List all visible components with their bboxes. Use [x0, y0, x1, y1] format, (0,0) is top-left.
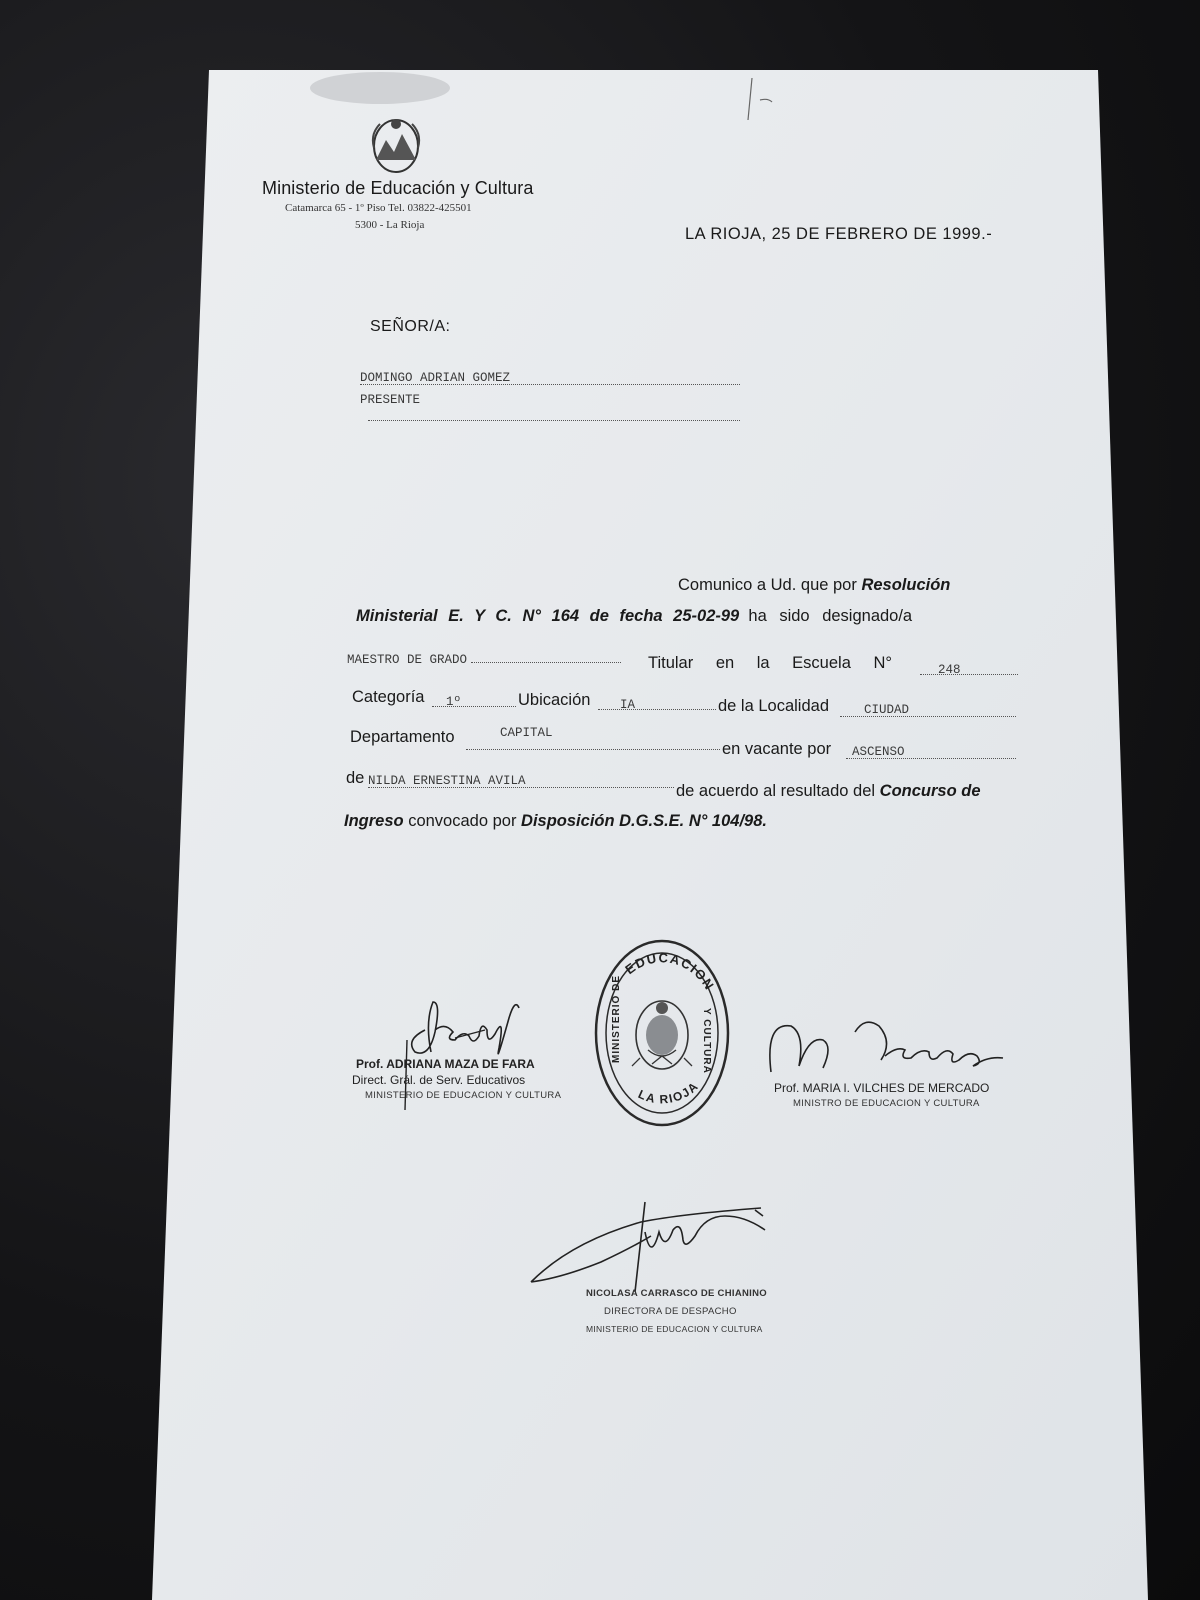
- seal-right-text: Y CULTURA: [701, 1008, 712, 1074]
- departamento-value: CAPITAL: [500, 726, 553, 740]
- bottom-signer-role: DIRECTORA DE DESPACHO: [604, 1306, 737, 1317]
- de-persona-field: [368, 771, 674, 788]
- de-persona-value: NILDA ERNESTINA AVILA: [368, 774, 526, 788]
- ubicacion-label: Ubicación: [518, 691, 591, 709]
- acuerdo-text: de acuerdo al resultado del Concurso de: [676, 782, 981, 800]
- seal-top-text: EDUCACION: [622, 950, 718, 994]
- body-intro: Comunico a Ud. que por Resolución: [678, 576, 951, 594]
- ministry-city: 5300 - La Rioja: [355, 219, 425, 231]
- de-label: de: [346, 769, 365, 787]
- localidad-label: de la Localidad: [718, 697, 830, 715]
- cargo-value: MAESTRO DE GRADO: [347, 653, 468, 667]
- document-date: LA RIOJA, 25 DE FEBRERO DE 1999.-: [685, 225, 993, 243]
- seal-left-text: MINISTERIO DE: [611, 974, 622, 1063]
- vacante-label: en vacante por: [722, 740, 832, 758]
- bottom-signer-org: MINISTERIO DE EDUCACION Y CULTURA: [586, 1324, 763, 1334]
- seal-bottom-text: LA RIOJA: [636, 1078, 702, 1107]
- vacante-field: [846, 742, 1016, 759]
- left-signer-role: Direct. Grál. de Serv. Educativos: [352, 1073, 526, 1087]
- ministry-title: Ministerio de Educación y Cultura: [262, 178, 534, 198]
- departamento-field: [466, 727, 720, 750]
- escuela-field: [920, 660, 1018, 675]
- salutation: SEÑOR/A:: [370, 318, 451, 335]
- ministry-address: Catamarca 65 - 1º Piso Tel. 03822-425501: [285, 202, 472, 214]
- localidad-value: CIUDAD: [864, 703, 910, 717]
- departamento-label: Departamento: [350, 728, 455, 746]
- left-signer-org: MINISTERIO DE EDUCACION Y CULTURA: [365, 1090, 562, 1101]
- left-signer-name: Prof. ADRIANA MAZA DE FARA: [356, 1057, 535, 1071]
- ingreso-line: Ingreso convocado por Disposición D.G.S.E. N° 104/98.: [344, 812, 767, 830]
- signature-right: [765, 1012, 1025, 1092]
- ubicacion-value: IA: [620, 698, 636, 712]
- bottom-signer-name: NICOLASA CARRASCO DE CHIANINO: [586, 1288, 767, 1299]
- right-signer-role: MINISTRO DE EDUCACION Y CULTURA: [793, 1098, 980, 1109]
- recipient-name: DOMINGO ADRIAN GOMEZ: [360, 371, 511, 385]
- svg-text:LA RIOJA: [636, 1079, 701, 1107]
- cargo-field: [347, 650, 647, 666]
- categoria-label: Categoría: [352, 688, 425, 706]
- presente-label: PRESENTE: [360, 393, 421, 407]
- titular-label: Titular en la Escuela N°: [648, 654, 892, 672]
- ubicacion-field: [598, 695, 716, 710]
- escuela-number: 248: [938, 663, 961, 677]
- vacante-value: ASCENSO: [852, 745, 905, 759]
- right-signer-name: Prof. MARIA I. VILCHES DE MERCADO: [774, 1081, 990, 1095]
- signature-bottom: [525, 1192, 795, 1302]
- official-seal: [592, 938, 732, 1128]
- categoria-field: [432, 692, 516, 707]
- svg-text:EDUCACION: [622, 950, 717, 993]
- recipient-second-line: [368, 414, 740, 421]
- recipient-name-line: [360, 368, 740, 385]
- ministry-emblem-icon: [368, 112, 424, 176]
- body-resolution-line: Ministerial E. Y C. N° 164 de fecha 25-02-99 ha sido designado/a: [356, 607, 913, 625]
- localidad-field: [840, 700, 1016, 717]
- categoria-value: 1º: [446, 695, 462, 709]
